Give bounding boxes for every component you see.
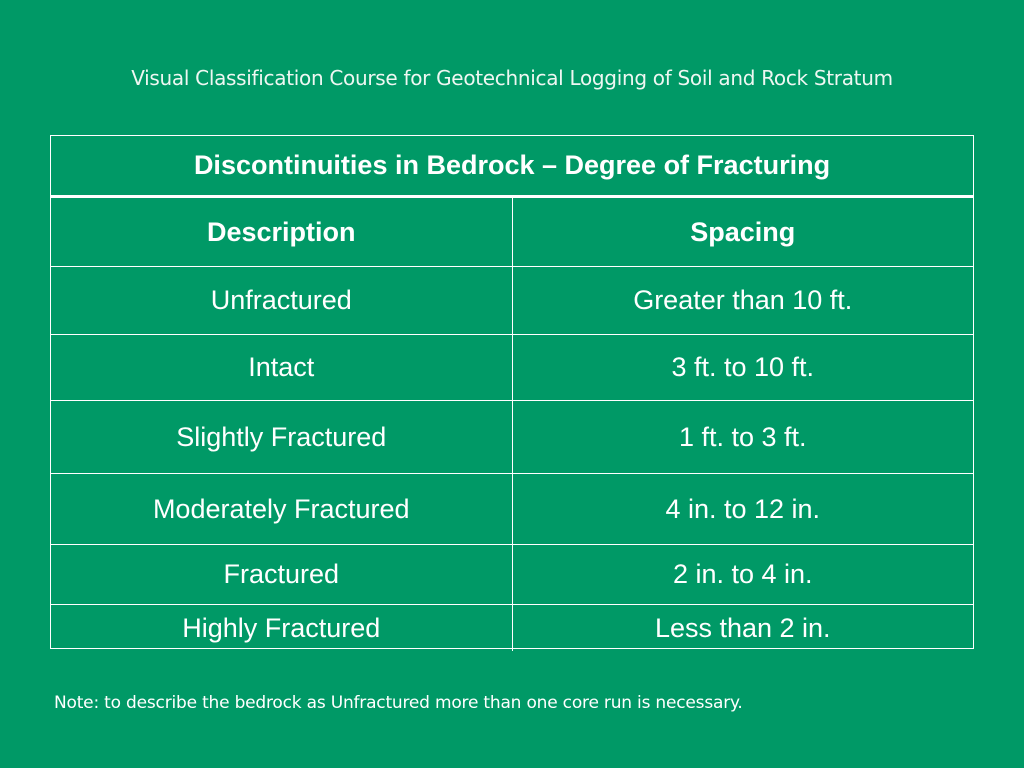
table-header-row — [51, 197, 973, 267]
footnote: Note: to describe the bedrock as Unfractured more than one core run is necessary. — [54, 693, 743, 713]
spacing-cell: Greater than 10 ft. — [512, 267, 973, 335]
table-row — [51, 605, 973, 652]
description-cell: Slightly Fractured — [51, 401, 512, 474]
table-title-row — [51, 136, 973, 197]
slide-title: Visual Classification Course for Geotechnical Logging of Soil and Rock Stratum — [131, 66, 893, 90]
spacing-cell: 2 in. to 4 in. — [512, 545, 973, 605]
table-title: Discontinuities in Bedrock – Degree of Fracturing — [51, 136, 973, 197]
description-cell: Unfractured — [51, 267, 512, 335]
table-row — [51, 401, 973, 474]
spacing-cell: 4 in. to 12 in. — [512, 474, 973, 545]
fracturing-table-container — [50, 135, 974, 649]
column-header-description: Description — [51, 197, 512, 267]
description-cell: Intact — [51, 335, 512, 401]
table-row — [51, 267, 973, 335]
table-row — [51, 335, 973, 401]
spacing-cell: Less than 2 in. — [512, 605, 973, 652]
table-row — [51, 545, 973, 605]
column-header-spacing: Spacing — [512, 197, 973, 267]
fracturing-table — [51, 136, 973, 651]
spacing-cell: 1 ft. to 3 ft. — [512, 401, 973, 474]
description-cell: Fractured — [51, 545, 512, 605]
table-row — [51, 474, 973, 545]
description-cell: Moderately Fractured — [51, 474, 512, 545]
spacing-cell: 3 ft. to 10 ft. — [512, 335, 973, 401]
description-cell: Highly Fractured — [51, 605, 512, 652]
